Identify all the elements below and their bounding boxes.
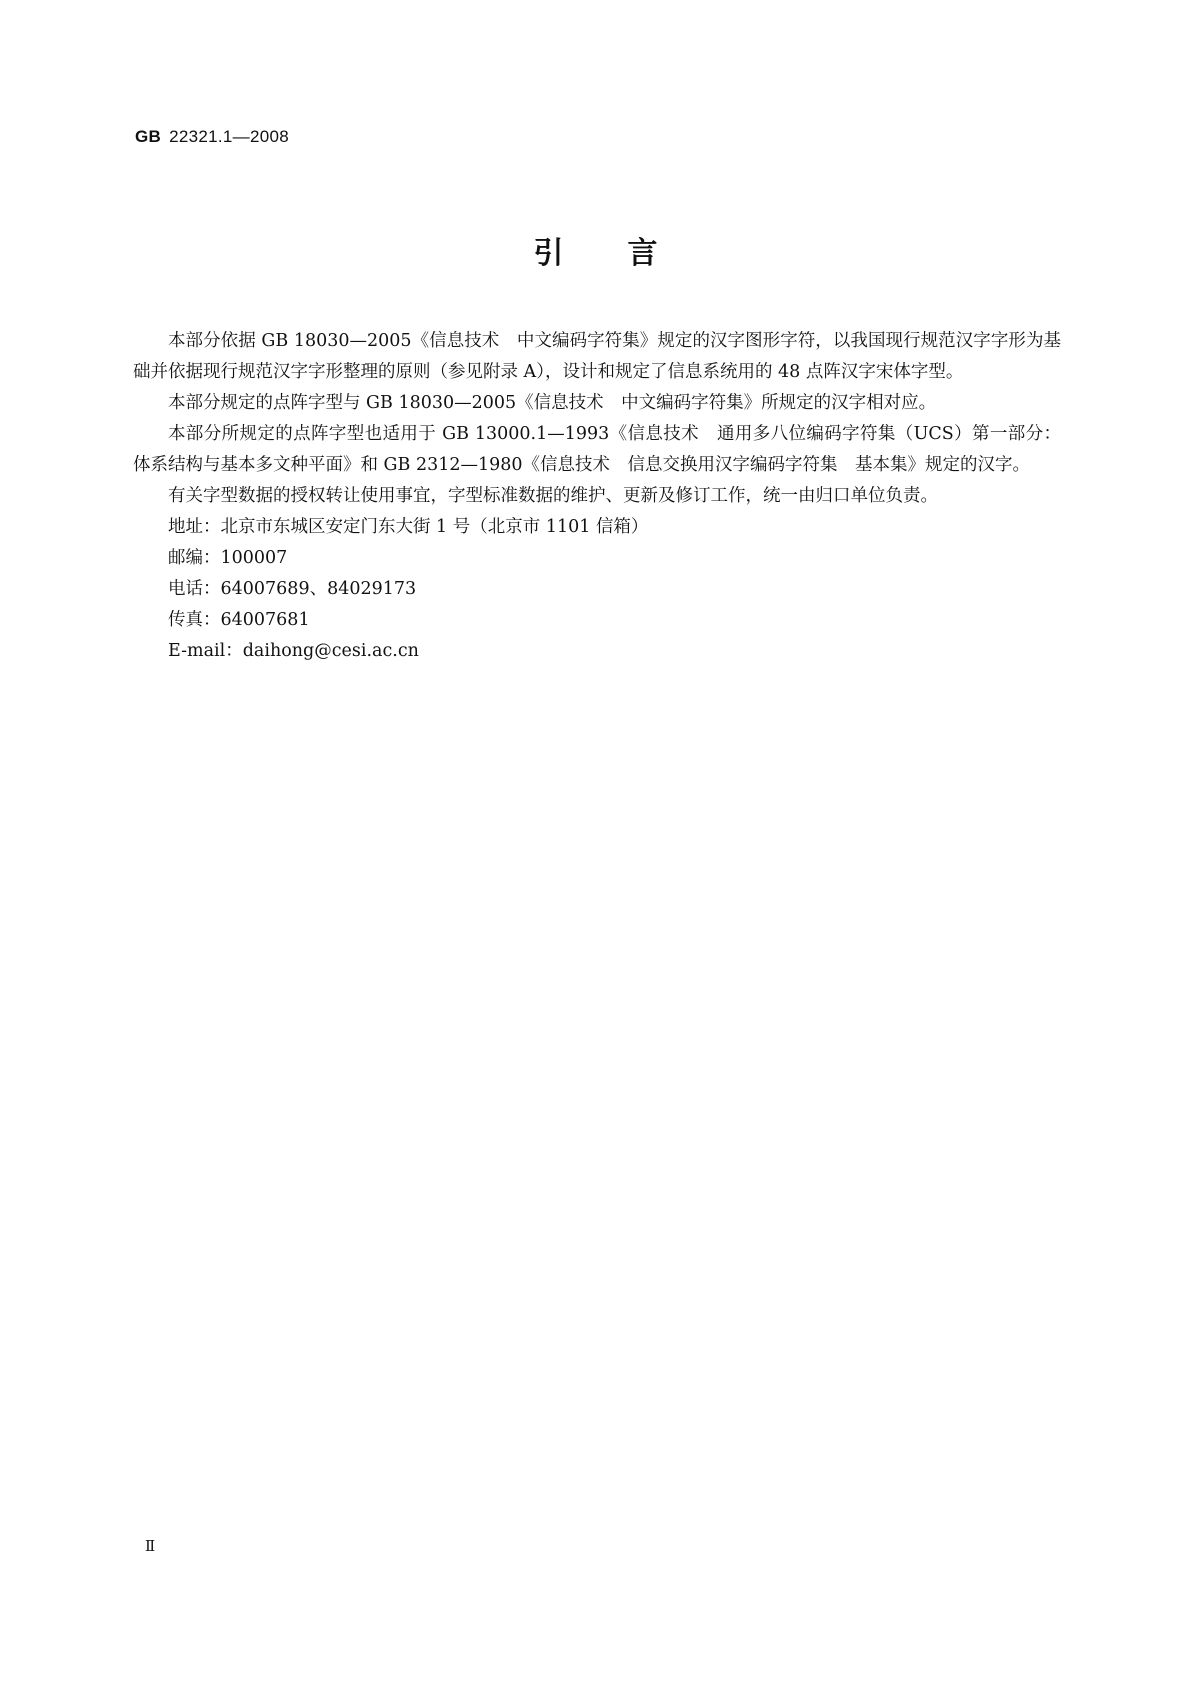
standard-prefix: GB [135,127,162,146]
paragraph-applicability: 本部分所规定的点阵字型也适用于 GB 13000.1—1993《信息技术 通用多八位编码字符集（UCS）第一部分：体系结构与基本多文种平面》和 GB 2312—1980《信息技术 信息交换用汉字编码字符集 基本集》规定的汉字。 [133,424,1061,475]
contact-email: E-mail：daihong@cesi.ac.cn [168,641,419,661]
section-title: 引言 [533,236,722,271]
document-body [133,326,1061,667]
paragraph-correspondence: 本部分规定的点阵字型与 GB 18030—2005《信息技术 中文编码字符集》所规定的汉字相对应。 [168,393,937,413]
contact-fax: 传真：64007681 [168,610,310,630]
standard-code: 22321.1—2008 [169,127,289,146]
contact-postcode: 邮编：100007 [168,548,288,568]
paragraph-authorization: 有关字型数据的授权转让使用事宜，字型标准数据的维护、更新及修订工作，统一由归口单位负责。 [168,486,938,506]
contact-address: 地址：北京市东城区安定门东大街 1 号（北京市 1101 信箱） [168,517,649,537]
contact-phone: 电话：64007689、84029173 [168,579,417,599]
page-number: Ⅱ [145,1537,156,1555]
paragraph-basis: 本部分依据 GB 18030—2005《信息技术 中文编码字符集》规定的汉字图形字符，以我国现行规范汉字字形为基础并依据现行规范汉字字形整理的原则（参见附录 A），设计和规定了信息系统用的 48 点阵汉字宋体字型。 [133,331,1061,382]
standard-number-header [135,127,289,147]
